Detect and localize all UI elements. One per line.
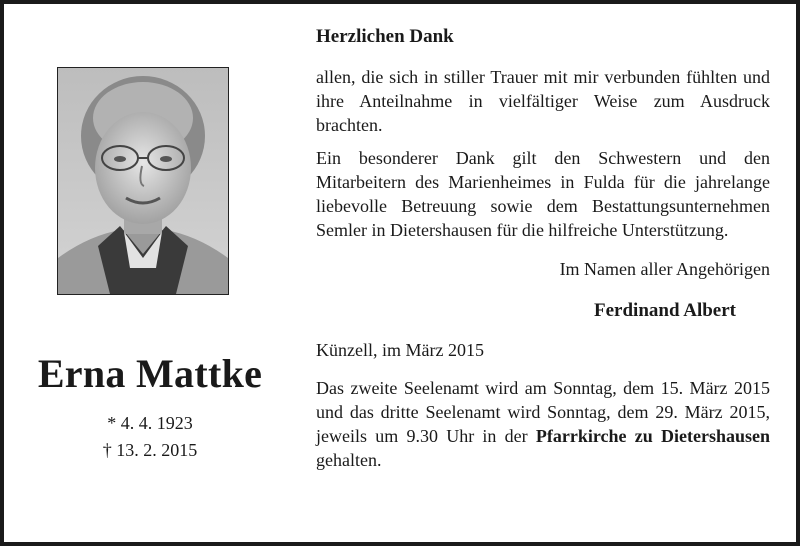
thanks-paragraph-2: Ein besonderer Dank gilt den Schwestern und den Mitarbeitern des Marienheimes in Fulda für die jahrelange liebevolle Betreuung sowie dem Bestattungsunternehmen Semler in Dietershausen für die hilfreiche Unterstützung. (316, 148, 770, 240)
signature-name: Ferdinand Albert (594, 300, 736, 321)
birth-date: * 4. 4. 1923 (107, 413, 193, 433)
notice-text-after: gehalten. (316, 450, 382, 470)
signature-intro: Im Namen aller Angehörigen (559, 259, 770, 279)
thanks-paragraph-1: allen, die sich in stiller Trauer mit mir verbunden fühlten und ihre Anteilnahme in vielfältiger Weise zum Ausdruck brachten. (316, 67, 770, 135)
place-date: Künzell, im März 2015 (316, 340, 484, 360)
thanks-heading: Herzlichen Dank (316, 26, 454, 47)
notice-location: Pfarrkirche zu Dietershausen (535, 426, 770, 446)
mass-notice (316, 376, 770, 472)
death-date: † 13. 2. 2015 (102, 440, 198, 460)
portrait-photo (57, 67, 229, 295)
right-column (316, 24, 770, 472)
life-dates (0, 410, 300, 464)
notice-text-before: Das zweite Seelenamt wird am Sonntag, dem 15. März 2015 und das dritte Seelenamt wird Sonntag, dem 29. März 2015, jeweils um 9.30 Uhr in der (316, 378, 770, 446)
deceased-name: Erna Mattke (37, 351, 263, 396)
left-column (0, 0, 300, 546)
